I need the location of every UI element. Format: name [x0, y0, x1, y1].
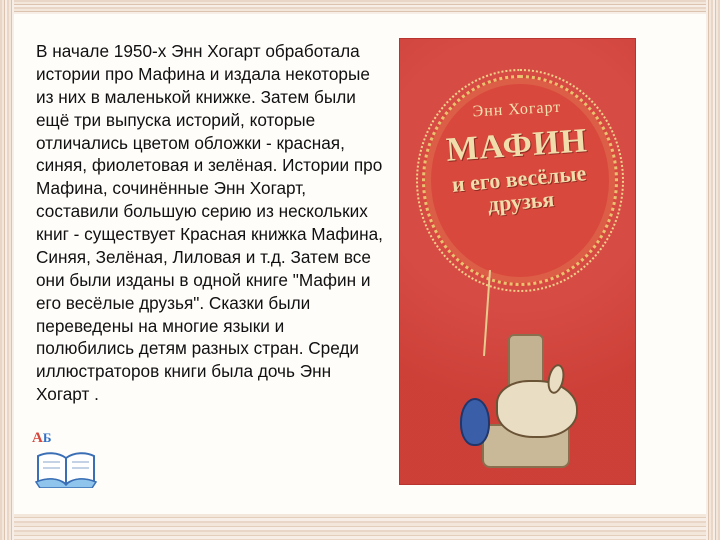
- book-cover-background: [400, 39, 635, 484]
- donkey-figure: [496, 380, 578, 438]
- penguin-figure: [460, 398, 490, 446]
- slide-canvas: [14, 14, 706, 514]
- decorative-border-bottom: [0, 514, 720, 540]
- book-cover-author: Энн Хогарт: [472, 98, 562, 121]
- decorative-border-right: [706, 0, 720, 540]
- clipart-letter-b: Б: [42, 430, 52, 445]
- abc-book-clipart: [32, 430, 102, 492]
- slide-body-text: В начале 1950-х Энн Хогарт обработала истории про Мафина и издала некоторые из них в маленькой книжке. Затем были ещё три выпуска историй, которые отличались цветом обложки - красная, синяя, фиолетовая и зелёная. Истории про Мафина, сочинённые Энн Хогарт, составили большую серию из нескольких книг - существует Красная книжка Мафина, Синяя, Зелёная, Лиловая и т.д. Затем все они были изданы в одной книге "Мафин и его весёлые друзья". Сказки были переведены на многие языки и полюбились детям разных стран. Среди иллюстраторов книги была дочь Энн Хогарт .: [36, 41, 388, 405]
- clipart-letters: [32, 430, 51, 447]
- decorative-border-left: [0, 0, 14, 540]
- book-cover-title-main: МАФИН: [445, 122, 589, 169]
- book-cover-image: [399, 38, 636, 485]
- clipart-letter-a: А: [32, 430, 43, 446]
- open-book-icon: [34, 450, 98, 488]
- book-cover-title-rest: и его весёлые друзья: [450, 160, 588, 217]
- cover-illustration: [452, 274, 592, 474]
- decorative-border-top: [0, 0, 720, 14]
